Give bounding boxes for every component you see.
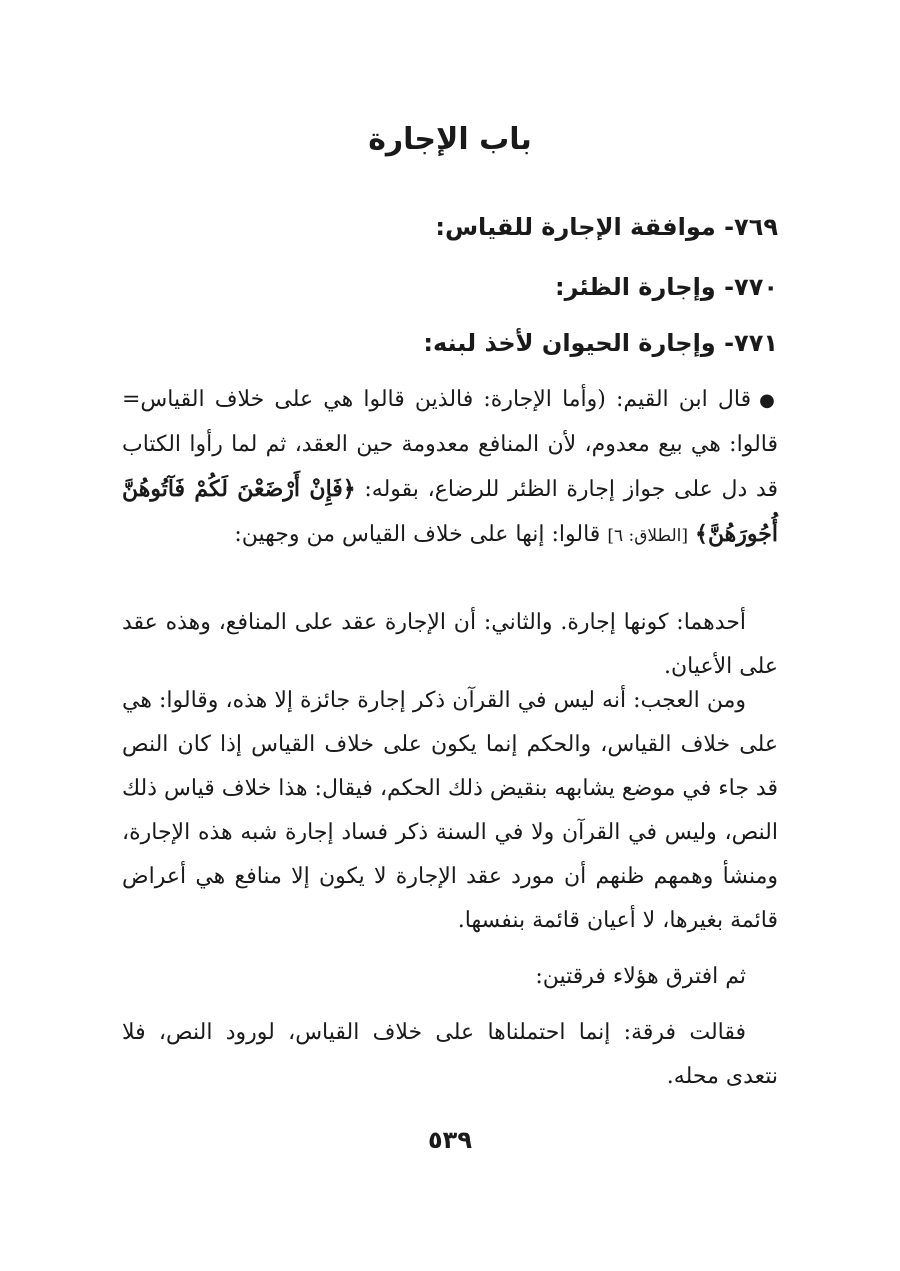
verse-citation: [الطلاق: ٦] — [607, 526, 689, 546]
paragraph-3: ومن العجب: أنه ليس في القرآن ذكر إجارة جائزة إلا هذه، وقالوا: هي على خلاف القياس، والحكم إنما يكون على خلاف القياس إذا كان النص قد جاء في موضع يشابهه بنقيض ذلك الحكم، فيقال: هذا خلاف قياس ذلك النص، وليس في القرآن ولا في السنة ذكر فساد إجارة شبه هذه الإجارة، ومنشأ وهمهم ظنهم أن مورد عقد الإجارة لا يكون إلا منافع هي أعراض قائمة بغيرها، لا أعيان قائمة بنفسها. — [122, 688, 778, 933]
section-heading-771: ٧٧١- وإجارة الحيوان لأخذ لبنه: — [423, 329, 778, 357]
quran-open-bracket: ﴿ — [342, 476, 356, 502]
section-heading-770: ٧٧٠- وإجارة الظئر: — [554, 273, 778, 301]
quran-close-bracket: ﴾ — [695, 521, 708, 547]
section-heading-769: ٧٦٩- موافقة الإجارة للقياس: — [435, 213, 778, 241]
quran-verse: فَإِنْ أَرْضَعْنَ لَكُمْ فَآتُوهُنَّ أُجُورَهُنَّ — [122, 476, 778, 547]
paragraph-astonishment — [122, 679, 778, 943]
paragraph-1-intro: قال ابن القيم: (وأما الإجارة: فالذين قالوا هي على خلاف القياس= قالوا: هي بيع معدوم، لأن المنافع معدومة حين العقد، ثم لما رأوا الكتاب قد دل على جواز إجارة الظئر للرضاع، بقوله: — [122, 387, 779, 502]
paragraph-2: أحدهما: كونها إجارة. والثاني: أن الإجارة عقد على المنافع، وهذه عقد على الأعيان. — [122, 610, 778, 679]
paragraph-first-group — [122, 1011, 778, 1099]
paragraph-ibn-qayyim — [122, 378, 778, 558]
paragraph-4: ثم افترق هؤلاء فرقتين: — [535, 964, 746, 989]
paragraph-two-aspects — [122, 601, 778, 689]
chapter-title: باب الإجارة — [368, 122, 532, 157]
paragraph-5: فقالت فرقة: إنما احتملناها على خلاف القياس، لورود النص، فلا نتعدى محله. — [122, 1020, 778, 1089]
bullet-icon: ● — [759, 390, 778, 411]
page-number: ٥٣٩ — [428, 1126, 472, 1154]
paragraph-1-conclusion: قالوا: إنها على خلاف القياس من وجهين: — [234, 522, 601, 547]
paragraph-two-groups — [122, 955, 778, 999]
